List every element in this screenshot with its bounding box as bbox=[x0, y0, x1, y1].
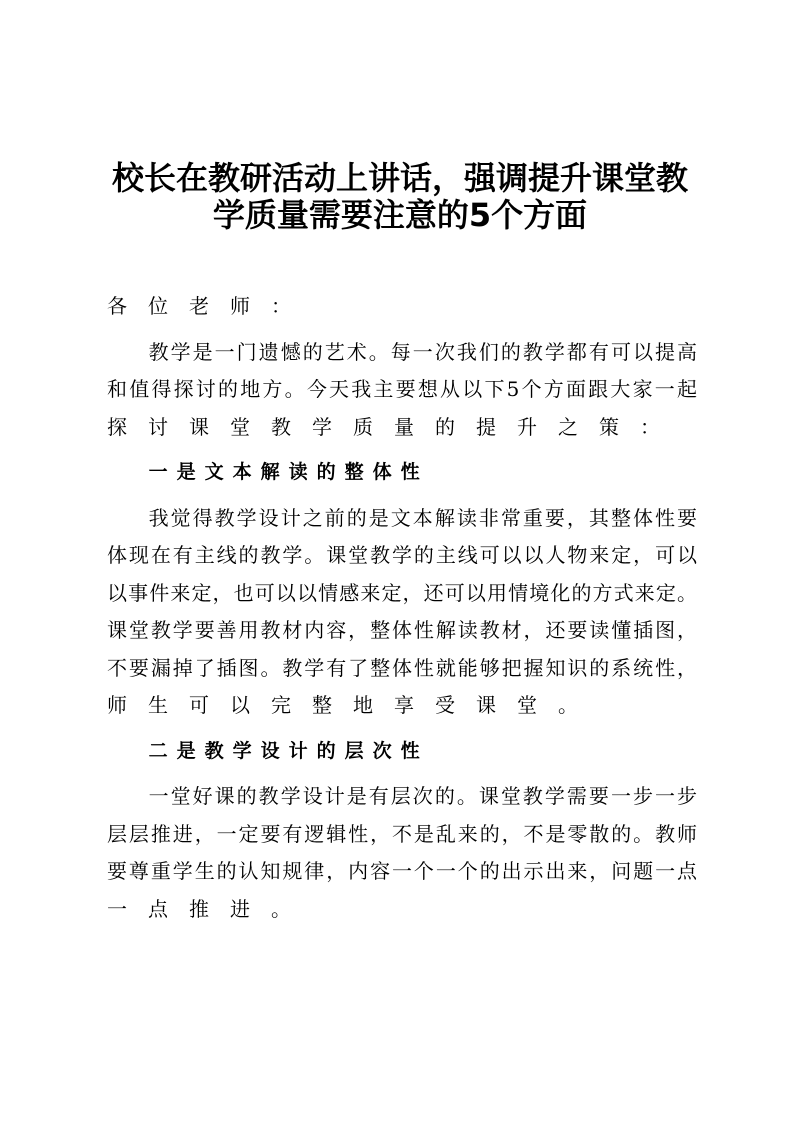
text-line: 课堂教学要善用教材内容，整体性解读教材，还要读懂插图， bbox=[107, 618, 697, 642]
section-heading-1: 一是文本解读的整体性 bbox=[148, 461, 429, 483]
text-line: 一点推进。 bbox=[107, 896, 312, 921]
text-line: 和值得探讨的地方。今天我主要想从以下5个方面跟大家一起 bbox=[107, 377, 697, 401]
text-line: 一堂好课的教学设计是有层次的。课堂教学需要一步一步 bbox=[148, 784, 697, 808]
text-line: 我觉得教学设计之前的是文本解读非常重要，其整体性要 bbox=[148, 505, 697, 530]
document-body bbox=[107, 288, 697, 936]
title-line: 学质量需要注意的5个方面 bbox=[212, 196, 588, 234]
text-line: 师生可以完整地享受课堂。 bbox=[107, 693, 599, 717]
greeting: 各位老师： bbox=[107, 294, 312, 318]
text-line: 要尊重学生的认知规律，内容一个一个的出示出来，问题一点 bbox=[107, 859, 697, 883]
section-2-paragraph bbox=[107, 778, 697, 928]
text-line: 体现在有主线的教学。课堂教学的主线可以以人物来定，可以 bbox=[107, 543, 697, 567]
section-1-paragraph bbox=[107, 500, 697, 725]
text-line: 层层推进，一定要有逻辑性，不是乱来的，不是零散的。教师 bbox=[107, 821, 697, 846]
title-line: 校长在教研活动上讲话，强调提升课堂教 bbox=[111, 159, 688, 197]
text-line: 不要漏掉了插图。教学有了整体性就能够把握知识的系统性， bbox=[107, 655, 697, 680]
document-title bbox=[100, 160, 700, 234]
text-line: 探讨课堂教学质量的提升之策： bbox=[107, 414, 681, 439]
text-line: 教学是一门遗憾的艺术。每一次我们的教学都有可以提高 bbox=[148, 339, 697, 364]
intro-paragraph bbox=[107, 334, 697, 447]
section-heading-2: 二是教学设计的层次性 bbox=[148, 739, 429, 762]
text-line: 以事件来定，也可以以情感来定，还可以用情境化的方式来定。 bbox=[107, 580, 697, 605]
